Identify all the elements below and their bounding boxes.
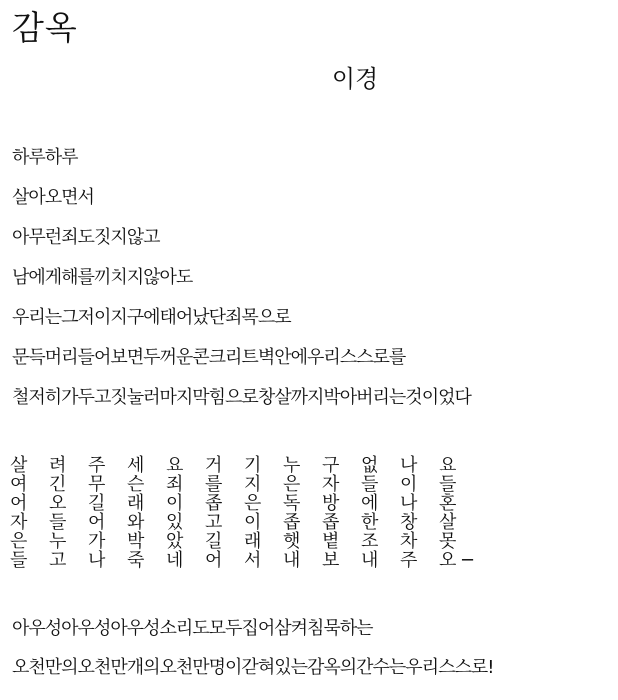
grid-character: 없 [361, 455, 379, 476]
grid-character: 이 [244, 512, 262, 533]
grid-character: 한 [361, 512, 379, 533]
poem-line: 문득머리들어보면두꺼운콘크리트벽안에우리스스로를 [12, 347, 406, 368]
grid-character: 독 [283, 493, 301, 514]
grid-character: 았 [166, 531, 184, 552]
grid-character: 나 [400, 455, 418, 476]
grid-character: 창 [400, 512, 418, 533]
poem-line: 하루하루 [12, 147, 78, 168]
grid-character: 긴 [49, 474, 67, 495]
grid-character: 여 [10, 474, 28, 495]
grid-character: 길 [88, 493, 106, 514]
poem-line: 우리는그저이지구에태어났단죄목으로 [12, 307, 291, 328]
grid-character: 들 [49, 512, 67, 533]
grid-character: 고 [205, 512, 223, 533]
grid-character: 들 [361, 474, 379, 495]
grid-character: 를 [205, 474, 223, 495]
grid-character: 오 [49, 493, 67, 514]
grid-character: 길 [205, 531, 223, 552]
grid-row [10, 551, 478, 570]
grid-character: 은 [244, 493, 262, 514]
grid-character: 지 [244, 474, 262, 495]
grid-character: 박 [127, 531, 145, 552]
poem-line: 오천만의오천만개의오천만명이갇혀있는감옥의간수는우리스스로! [12, 657, 494, 678]
grid-character: 거 [205, 455, 223, 476]
grid-character: 주 [400, 550, 418, 571]
grid-character: 이 [400, 474, 418, 495]
grid-character: 살 [10, 455, 28, 476]
poem-line: 아우성아우성아우성소리도모두집어삼켜침묵하는 [12, 618, 373, 639]
poem-character-grid [10, 456, 478, 570]
grid-character: 좁 [283, 512, 301, 533]
grid-character: 자 [10, 512, 28, 533]
grid-character: 있 [166, 512, 184, 533]
poem-stanza-closing [12, 617, 493, 695]
grid-row [10, 456, 478, 475]
grid-character: 려 [49, 455, 67, 476]
grid-character: 죽 [127, 550, 145, 571]
grid-character: 와 [127, 512, 145, 533]
grid-row [10, 532, 478, 551]
grid-character: 조 [361, 531, 379, 552]
grid-character: 죄 [166, 474, 184, 495]
poem-line: 아무런죄도짓지않고 [12, 227, 160, 248]
grid-character: 요 [166, 455, 184, 476]
grid-character: 무 [88, 474, 106, 495]
grid-character: 나 [88, 550, 106, 571]
grid-character: 햇 [283, 531, 301, 552]
grid-character: 혼 [439, 493, 457, 514]
grid-character: 보 [322, 550, 340, 571]
grid-character: 래 [127, 493, 145, 514]
grid-character: 네 [166, 550, 184, 571]
poem-line: 철저히가두고짓눌러마지막힘으로창살까지박아버리는것이었다 [12, 387, 471, 408]
grid-character: 에 [361, 493, 379, 514]
poem-line: 살아오면서 [12, 187, 94, 208]
grid-character: 래 [244, 531, 262, 552]
grid-character: 볕 [322, 531, 340, 552]
grid-row [10, 513, 478, 532]
grid-row [10, 475, 478, 494]
grid-character: 구 [322, 455, 340, 476]
grid-character: 누 [283, 455, 301, 476]
grid-character: 서 [244, 550, 262, 571]
grid-character: 나 [400, 493, 418, 514]
grid-character: 자 [322, 474, 340, 495]
grid-character: 들 [439, 474, 457, 495]
grid-character: 못 [439, 531, 457, 552]
grid-character: 오 ─ [439, 550, 473, 571]
grid-character: 주 [88, 455, 106, 476]
poem-stanza-1 [12, 146, 471, 426]
grid-character: 살 [439, 512, 457, 533]
grid-character: 가 [88, 531, 106, 552]
grid-character: 요 [439, 455, 457, 476]
grid-character: 기 [244, 455, 262, 476]
grid-character: 어 [88, 512, 106, 533]
grid-character: 어 [205, 550, 223, 571]
grid-character: 차 [400, 531, 418, 552]
grid-character: 은 [10, 531, 28, 552]
poem-title: 감옥 [12, 8, 78, 47]
poem-line: 남에게해를끼치지않아도 [12, 267, 193, 288]
poem-author: 이경 [331, 65, 379, 93]
grid-character: 방 [322, 493, 340, 514]
grid-character: 어 [10, 493, 28, 514]
grid-character: 내 [361, 550, 379, 571]
grid-character: 내 [283, 550, 301, 571]
grid-character: 들 [10, 550, 28, 571]
grid-character: 좁 [205, 493, 223, 514]
grid-row [10, 494, 478, 513]
grid-character: 슨 [127, 474, 145, 495]
grid-character: 은 [283, 474, 301, 495]
grid-character: 누 [49, 531, 67, 552]
grid-character: 세 [127, 455, 145, 476]
grid-character: 좁 [322, 512, 340, 533]
grid-character: 이 [166, 493, 184, 514]
grid-character: 고 [49, 550, 67, 571]
